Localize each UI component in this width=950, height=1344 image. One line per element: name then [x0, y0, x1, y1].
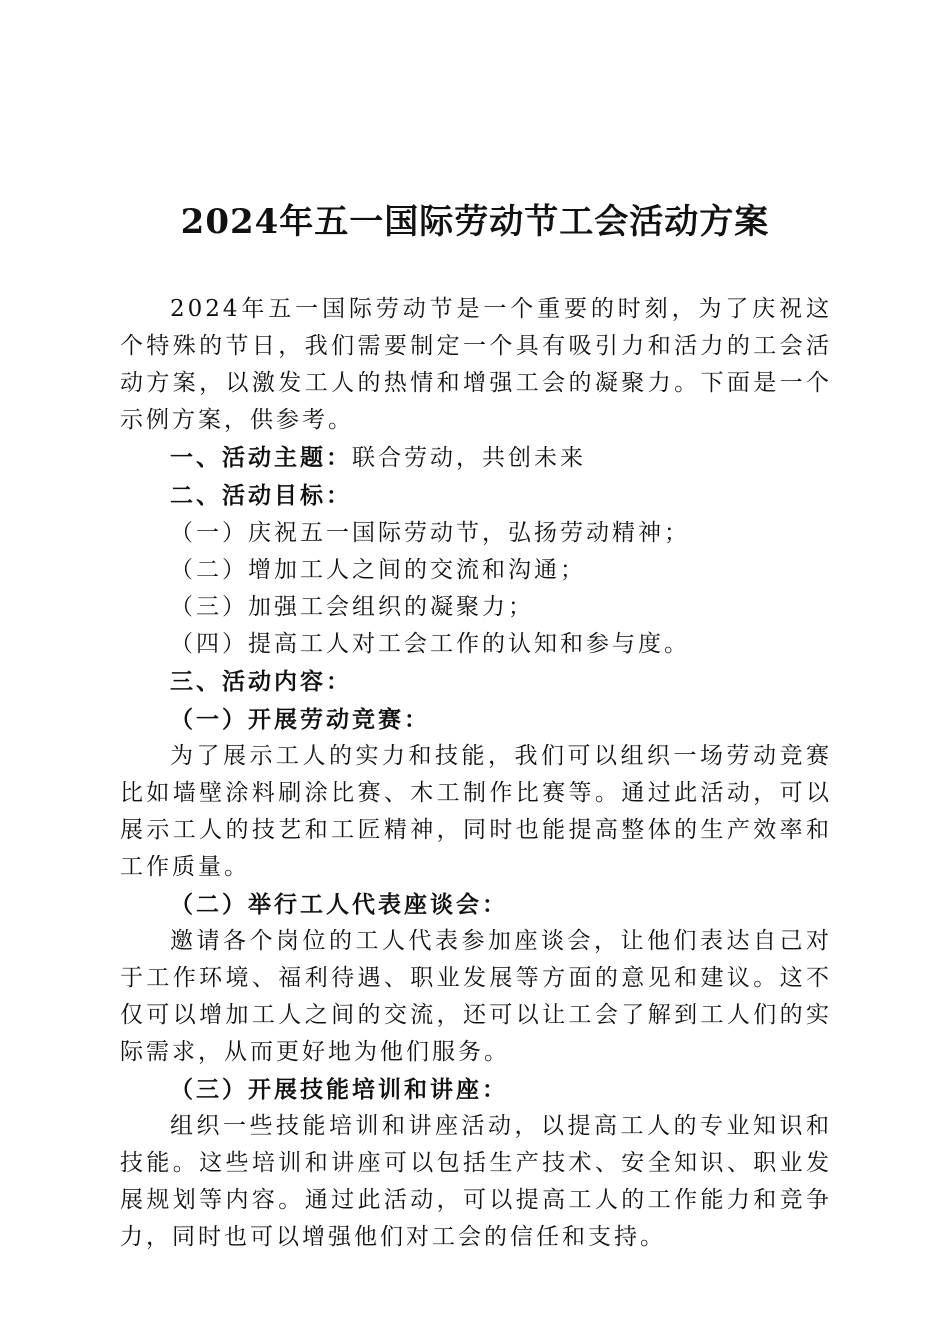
content-item-paragraph: 邀请各个岗位的工人代表参加座谈会，让他们表达自己对于工作环境、福利待遇、职业发展等方面的意见和建议。这不仅可以增加工人之间的交流，还可以让工会了解到工人们的实际需求，从而更好地为他们服务。 [120, 928, 832, 1065]
section-content-heading: 三、活动内容： [170, 668, 352, 695]
section-content [120, 663, 832, 701]
document-body [120, 291, 832, 1256]
content-item-paragraph: 为了展示工人的实力和技能，我们可以组织一场劳动竞赛比如墙壁涂料刷涂比赛、木工制作比赛等。通过此活动，可以展示工人的技艺和工匠精神，同时也能提高整体的生产效率和工作质量。 [120, 743, 832, 880]
goal-item: （一）庆祝五一国际劳动节，弘扬劳动精神； [170, 520, 690, 546]
section-goals-heading: 二、活动目标： [170, 482, 352, 509]
goal-item: （二）增加工人之间的交流和沟通； [170, 557, 586, 583]
content-item-paragraph: 组织一些技能培训和讲座活动，以提高工人的专业知识和技能。这些培训和讲座可以包括生产技术、安全知识、职业发展规划等内容。通过此活动，可以提高工人的工作能力和竞争力，同时也可以增强他们对工会的信任和支持。 [120, 1113, 832, 1250]
content-item-heading: （二）举行工人代表座谈会： [170, 891, 508, 918]
content-item-heading: （三）开展技能培训和讲座： [170, 1076, 508, 1103]
intro-paragraph: 2024年五一国际劳动节是一个重要的时刻，为了庆祝这个特殊的节日，我们需要制定一个具有吸引力和活力的工会活动方案，以激发工人的热情和增强工会的凝聚力。下面是一个示例方案，供参考。 [120, 296, 832, 433]
goal-item: （三）加强工会组织的凝聚力； [170, 594, 534, 620]
section-theme [120, 439, 832, 477]
content-item-heading: （一）开展劳动竞赛： [170, 706, 430, 733]
section-theme-text: 联合劳动，共创未来 [352, 445, 586, 471]
document-title: 2024年五一国际劳动节工会活动方案 [180, 202, 770, 242]
goal-item: （四）提高工人对工会工作的认知和参与度。 [170, 631, 690, 657]
section-theme-heading: 一、活动主题： [170, 444, 352, 471]
section-goals [120, 477, 832, 515]
